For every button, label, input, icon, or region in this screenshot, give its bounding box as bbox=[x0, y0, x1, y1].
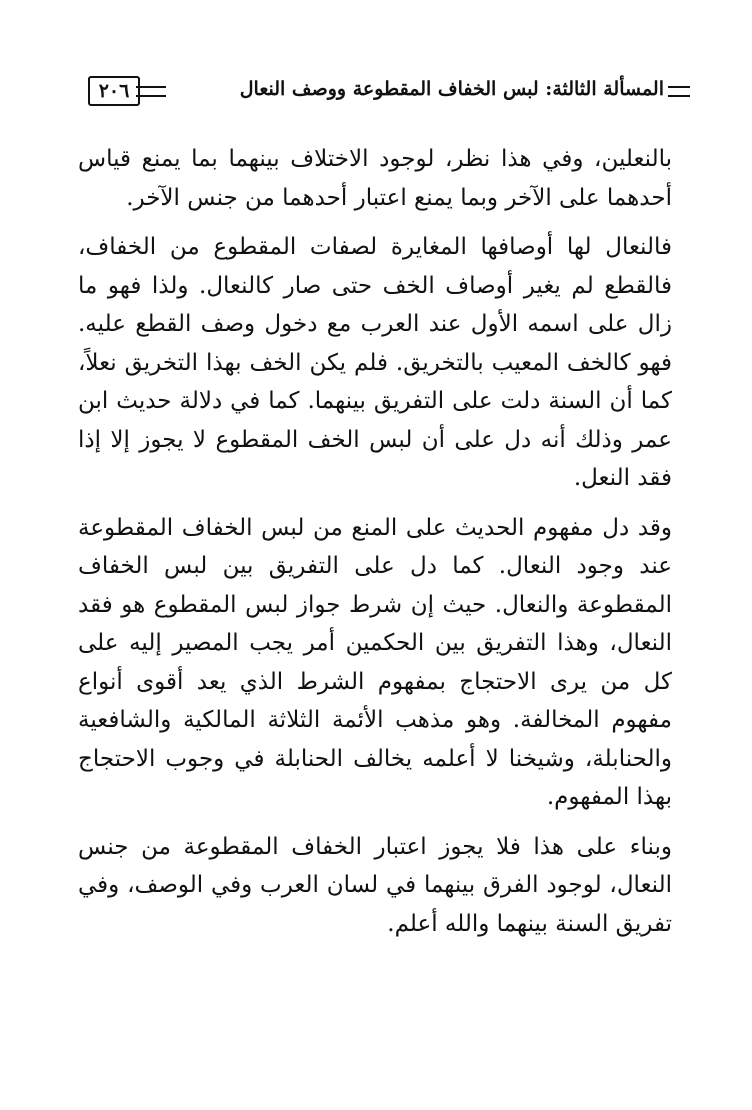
header-rule-right bbox=[668, 86, 690, 97]
paragraph-4: وبناء على هذا فلا يجوز اعتبار الخفاف المقطوعة من جنس النعال، لوجود الفرق بينهما في لسان العرب وفي الوصف، وفي تفريق السنة بينهما والله أعلم. bbox=[78, 833, 672, 937]
paragraph-1: بالنعلين، وفي هذا نظر، لوجود الاختلاف بينهما بما يمنع قياس أحدهما على الآخر وبما يمنع اعتبار أحدهما من جنس الآخر. bbox=[78, 146, 672, 211]
page-number: ٢٠٦ bbox=[88, 76, 140, 106]
paragraph-3: وقد دل مفهوم الحديث على المنع من لبس الخفاف المقطوعة عند وجود النعال. كما دل على التفريق بين لبس الخفاف المقطوعة والنعال. حيث إن شرط جواز لبس المقطوع هو فقد النعال، وهذا التفريق بين الحكمين أمر يجب المصير إليه على كل من يرى الاحتجاج بمفهوم الشرط الذي يعد أقوى أنواع مفهوم المخالفة. وهو مذهب الأئمة الثلاثة المالكية والشافعية والحنابلة، وشيخنا لا أعلمه يخالف الحنابلة في وجوب الاحتجاج بهذا المفهوم. bbox=[78, 514, 672, 810]
running-header bbox=[70, 70, 690, 110]
paragraph-2: فالنعال لها أوصافها المغايرة لصفات المقطوع من الخفاف، فالقطع لم يغير أوصاف الخف حتى صار كالنعال. ولذا فهو ما زال على اسمه الأول عند العرب مع دخول وصف القطع عليه. فهو كالخف المعيب بالتخريق. فلم يكن الخف بهذا التخريق نعلاً، كما أن السنة دلت على التفريق بينهما. كما في دلالة حديث ابن عمر وذلك أنه دل على أن لبس الخف المقطوع لا يجوز إلا إذا فقد النعل. bbox=[78, 234, 672, 491]
running-title: المسألة الثالثة: لبس الخفاف المقطوعة ووصف النعال bbox=[239, 78, 664, 100]
header-rule-left bbox=[136, 86, 166, 97]
main-text bbox=[78, 140, 672, 954]
